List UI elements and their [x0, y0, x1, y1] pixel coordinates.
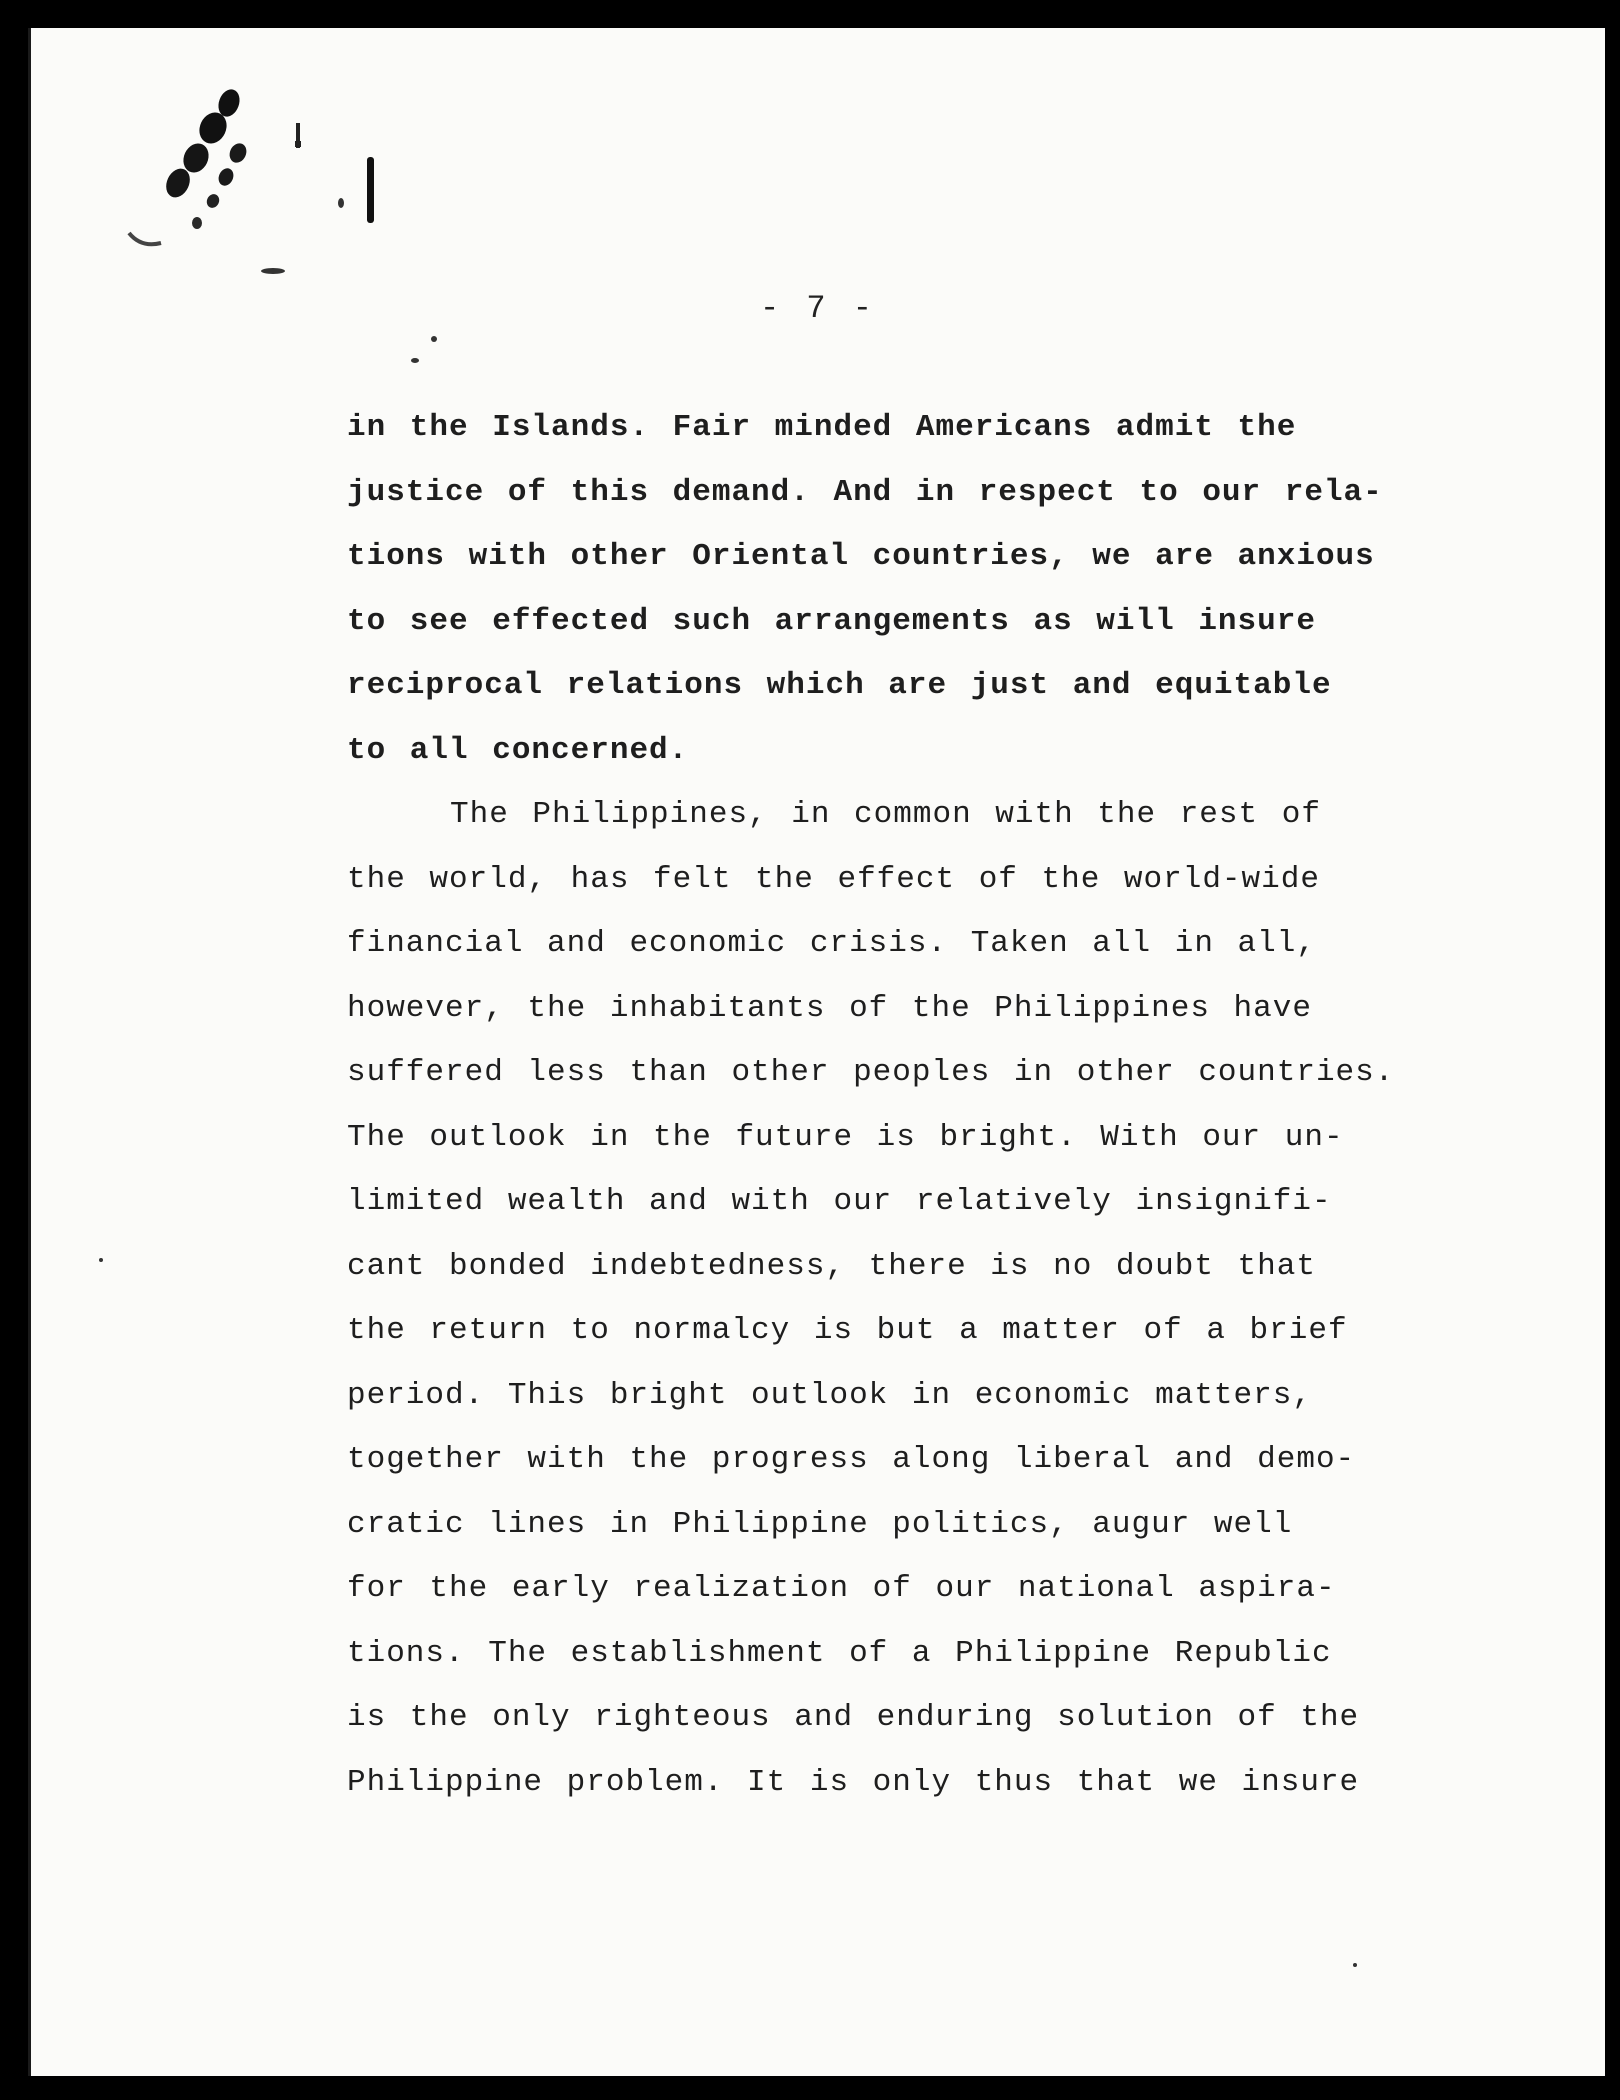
text-line: however, the inhabitants of the Philippines have	[347, 990, 1312, 1026]
text-line: tions with other Oriental countries, we are anxious	[347, 539, 1375, 574]
text-line: The Philippines, in common with the rest of	[450, 797, 1321, 832]
text-line: for the early realization of our national aspira-	[347, 1571, 1336, 1606]
page-number: - 7 -	[759, 290, 876, 327]
ink-speck	[411, 358, 419, 363]
document-page	[28, 28, 1605, 2076]
text-line: suffered less than other peoples in other countries.	[347, 1055, 1395, 1090]
text-line: the world, has felt the effect of the world-wide	[347, 861, 1320, 897]
text-line: tions. The establishment of a Philippine Republic	[347, 1635, 1332, 1671]
text-line: justice of this demand. And in respect to our rela-	[347, 474, 1383, 510]
text-line: together with the progress along liberal and demo-	[347, 1442, 1356, 1477]
ink-speck	[431, 336, 437, 342]
text-line: period. This bright outlook in economic matters,	[347, 1377, 1312, 1413]
text-line: to all concerned.	[347, 732, 689, 768]
text-line: The outlook in the future is bright. With our un-	[347, 1119, 1344, 1155]
body-text	[347, 396, 1407, 1815]
text-line: reciprocal relations which are just and equitable	[347, 668, 1332, 703]
text-line: limited wealth and with our relatively insignifi-	[347, 1184, 1332, 1219]
ink-vertical-mark	[361, 153, 381, 233]
text-line: cant bonded indebtedness, there is no doubt that	[347, 1248, 1316, 1284]
text-line: is the only righteous and enduring solution of the	[347, 1700, 1360, 1735]
text-line: cratic lines in Philippine politics, augur well	[347, 1506, 1293, 1542]
ink-speck	[1353, 1963, 1357, 1967]
ink-smudge-marks	[101, 83, 371, 383]
text-line: the return to normalcy is but a matter of a brief	[347, 1313, 1348, 1348]
text-line: in the Islands. Fair minded Americans admit the	[347, 410, 1297, 445]
text-line: financial and economic crisis. Taken all in all,	[347, 926, 1316, 961]
text-line: to see effected such arrangements as will insure	[347, 603, 1316, 639]
text-line: Philippine problem. It is only thus that we insure	[347, 1764, 1360, 1800]
ink-speck	[99, 1258, 103, 1262]
